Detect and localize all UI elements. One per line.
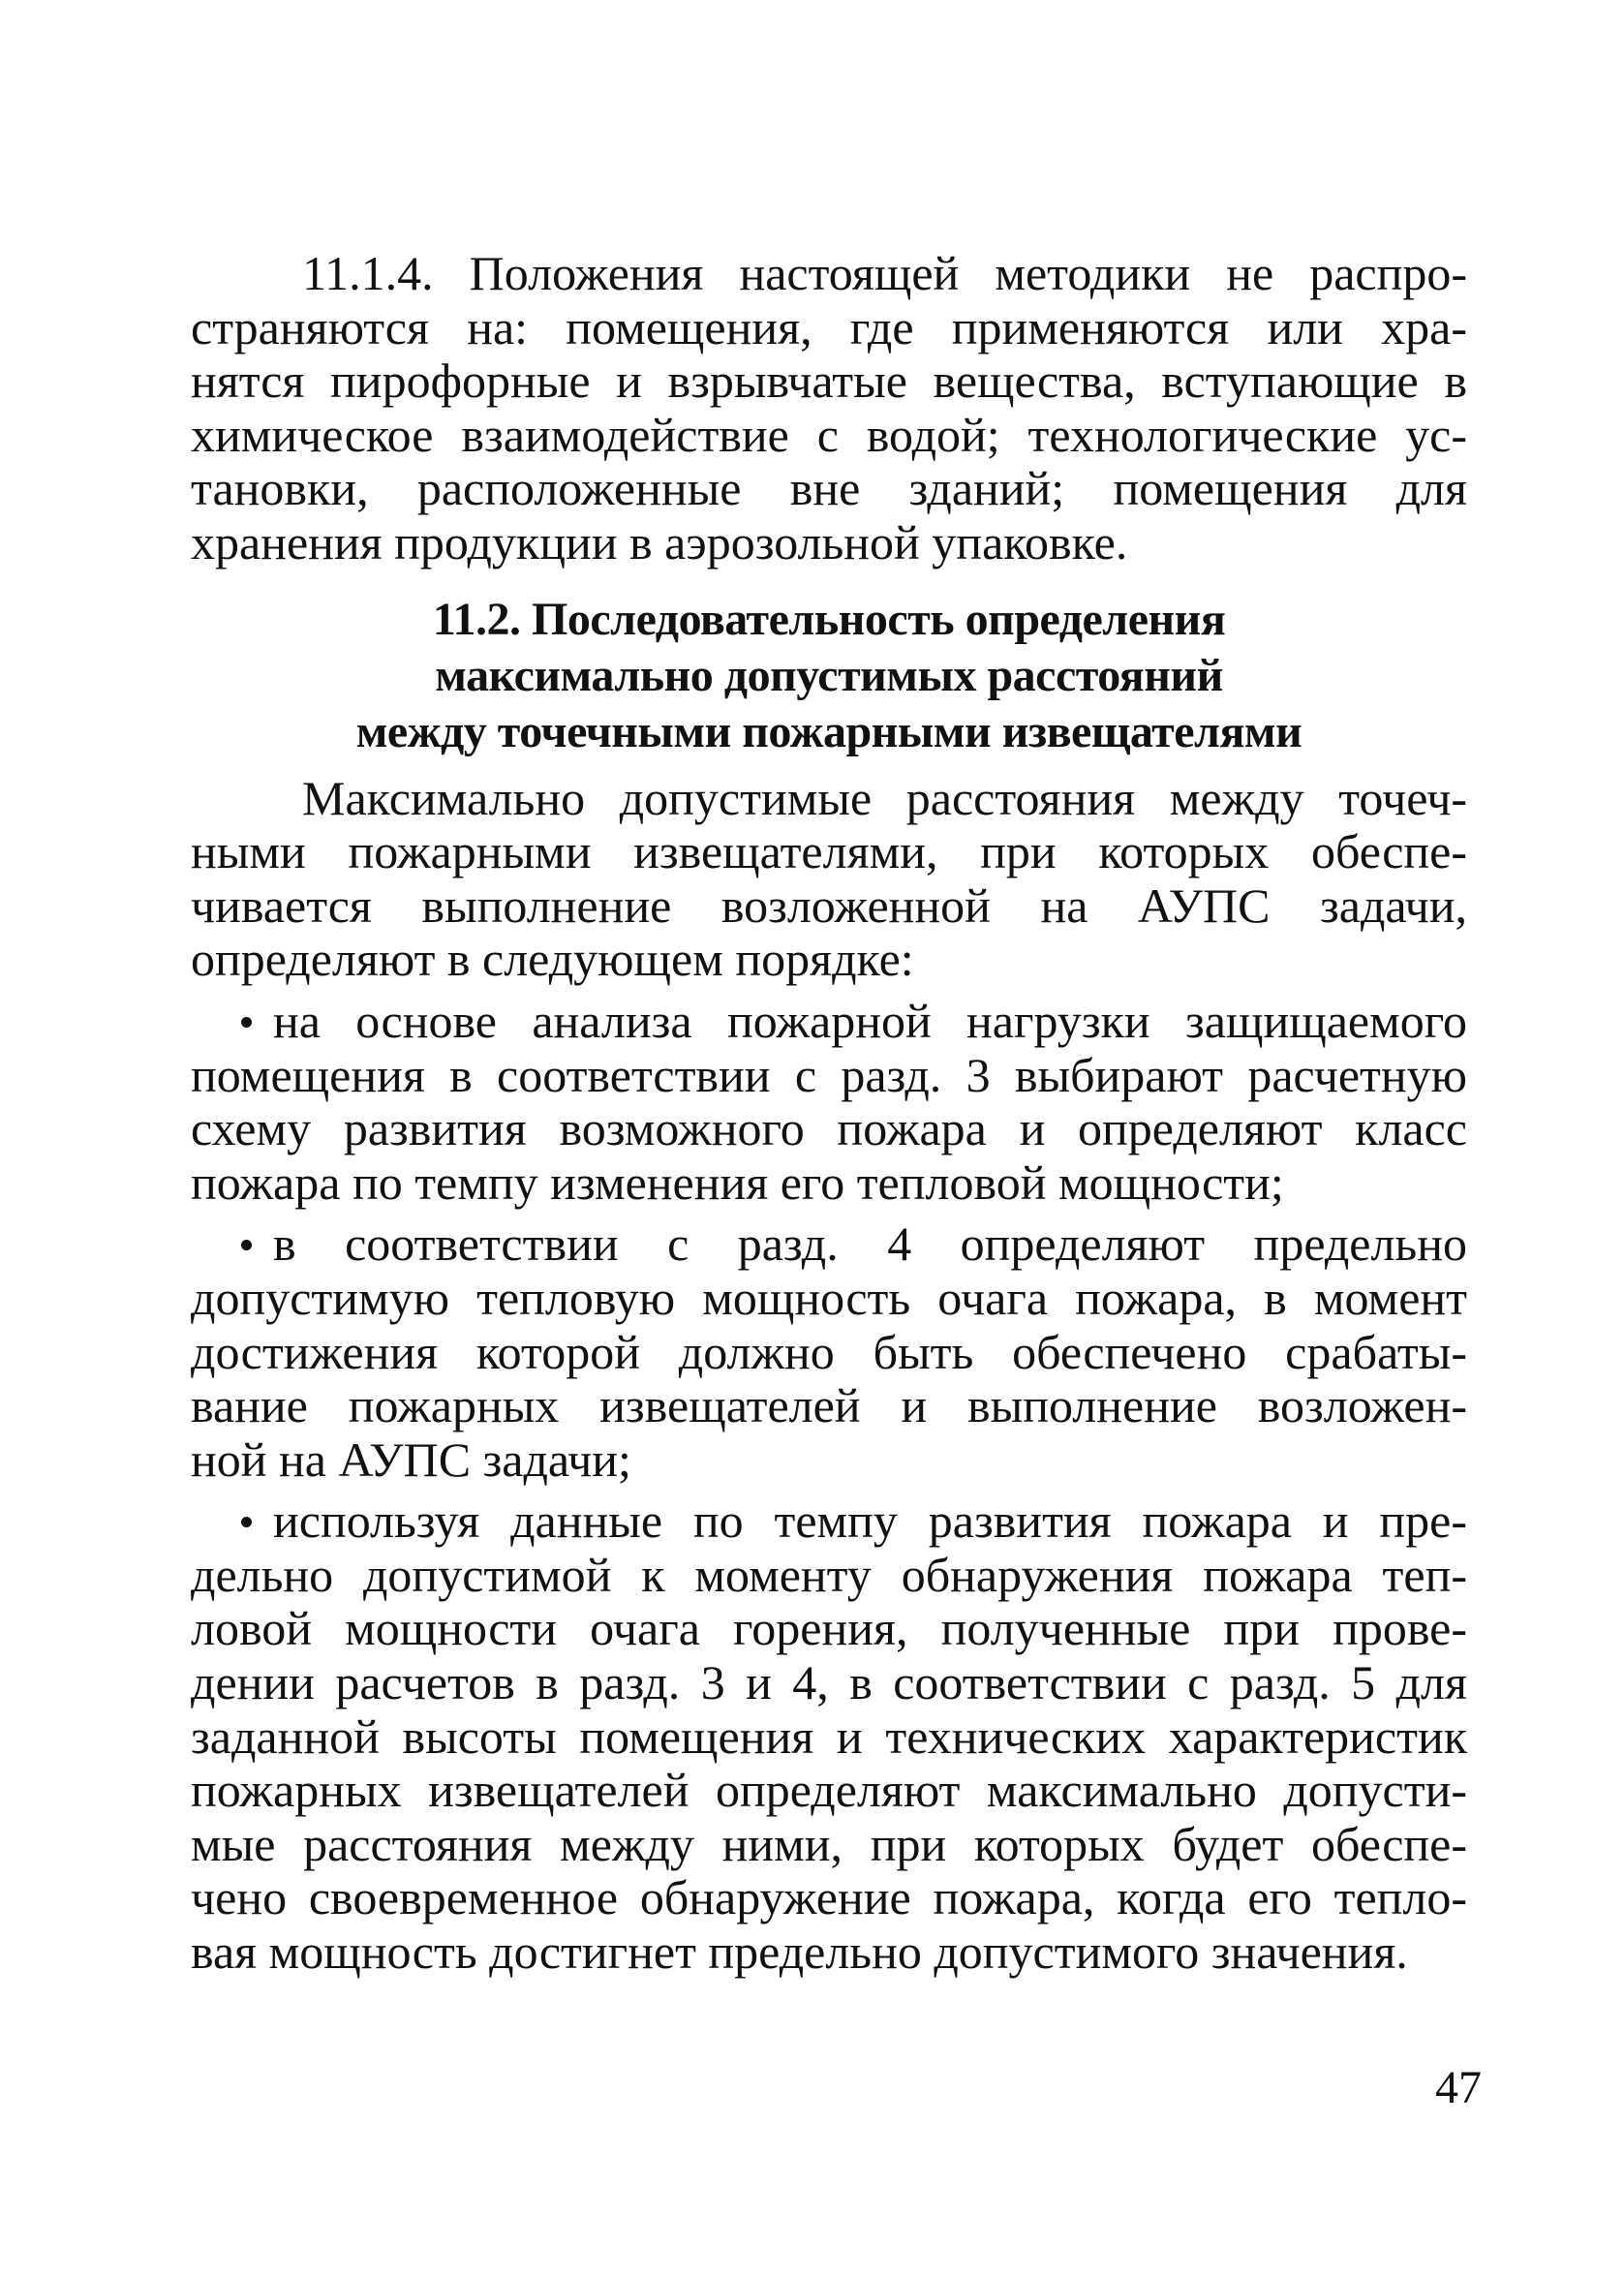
bullet-text: на основе анализа пожарной нагрузки защищаемого [273, 993, 1467, 1048]
text-line: помещения в соответствии с разд. 3 выбирают расчетную [191, 1047, 1467, 1102]
page-number: 47 [1435, 2062, 1482, 2113]
text-line: вая мощность достигнет предельно допустимого значения. [191, 1924, 1408, 1980]
text-line: мые расстояния между ними, при которых будет обеспе- [191, 1816, 1467, 1871]
bullet-item [191, 1494, 1467, 1979]
bullet-first-line [191, 995, 1467, 1049]
text-line: химическое взаимодействие с водой; технологические ус- [191, 407, 1467, 462]
bullet-icon [241, 1240, 252, 1250]
text-line: достижения которой должно быть обеспечено срабаты- [191, 1324, 1467, 1379]
bullet-icon [241, 1517, 252, 1527]
text-line: чено своевременное обнаружение пожара, когда его тепло- [191, 1870, 1467, 1925]
text-line: допустимую тепловую мощность очага пожара, в момент [191, 1270, 1467, 1325]
heading-line: между точечными пожарными извещателями [355, 705, 1302, 757]
text-line: Максимально допустимые расстояния между точеч- [302, 770, 1467, 825]
text-line: пожарных извещателей определяют максимально допусти- [191, 1763, 1467, 1818]
text-line: ловой мощности очага горения, полученные при прове- [191, 1601, 1467, 1656]
heading-line: 11.2. Последовательность определения [432, 593, 1226, 645]
bullet-first-line [191, 1494, 1467, 1549]
text-line: тановки, расположенные вне зданий; помещения для [191, 461, 1467, 516]
text-line: хранения продукции в аэрозольной упаковке. [191, 514, 1128, 570]
text-line: 11.1.4. Положения настоящей методики не распро- [302, 246, 1467, 300]
paragraph-11-1-4 [191, 247, 1467, 570]
text-line: дельно допустимой к моменту обнаружения пожара теп- [191, 1547, 1467, 1602]
section-heading [191, 592, 1467, 760]
text-line: пожара по темпу изменения его тепловой мощности; [191, 1154, 1284, 1210]
text-line: вание пожарных извещателей и выполнение возложен- [191, 1378, 1467, 1433]
text-line: страняются на: помещения, где применяются или хра- [191, 299, 1467, 354]
page-body [191, 247, 1467, 1980]
text-line: схему развития возможного пожара и определяют класс [191, 1101, 1467, 1156]
intro-paragraph [191, 772, 1467, 987]
text-line: нятся пирофорные и взрывчатые вещества, вступающие в [191, 354, 1467, 409]
text-line: чивается выполнение возложенной на АУПС задачи, [191, 877, 1467, 933]
text-line: ной на АУПС задачи; [191, 1431, 631, 1487]
bullet-item [191, 995, 1467, 1210]
bullet-icon [241, 1017, 252, 1028]
text-line: дении расчетов в разд. 3 и 4, в соответствии с разд. 5 для [191, 1655, 1467, 1710]
bullet-text: в соответствии с разд. 4 определяют предельно [273, 1216, 1467, 1272]
bullet-text: используя данные по темпу развития пожара и пре- [273, 1493, 1467, 1549]
bullet-first-line [191, 1217, 1467, 1272]
text-line: ными пожарными извещателями, при которых обеспе- [191, 824, 1467, 879]
bullet-item [191, 1217, 1467, 1487]
heading-line: максимально допустимых расстояний [435, 649, 1223, 701]
text-line: определяют в следующем порядке: [191, 932, 914, 987]
text-line: заданной высоты помещения и технических характеристик [191, 1708, 1467, 1764]
